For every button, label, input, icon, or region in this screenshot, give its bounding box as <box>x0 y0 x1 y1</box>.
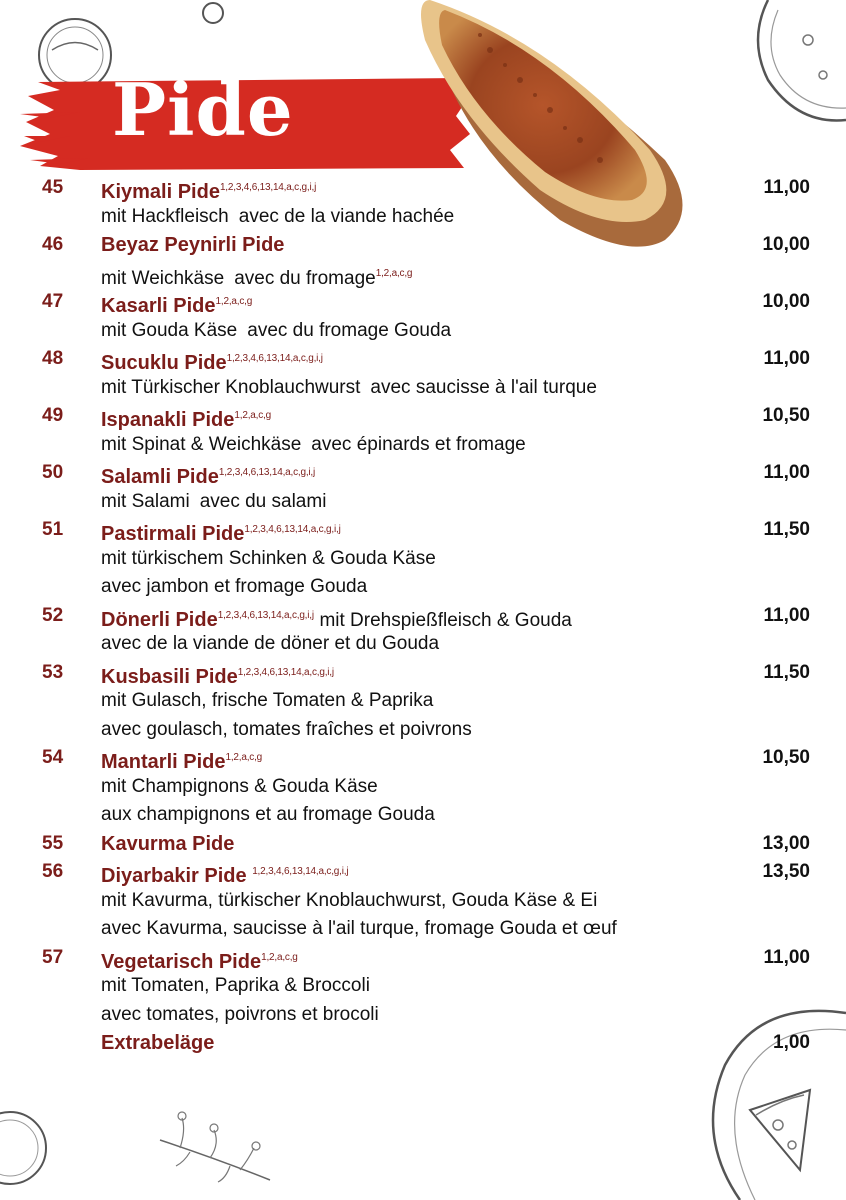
menu-item <box>0 602 846 659</box>
item-name: Salamli Pide$^{1,2,3,4,6,13,14,a,c,g,i,j}$ <box>101 466 316 488</box>
item-description-de: mit Kavurma, türkischer Knoblauchwurst, Gouda Käse & Ei <box>101 889 598 911</box>
item-price: 10,00 <box>762 234 810 255</box>
item-description-de: mit Gulasch, frische Tomaten & Paprika <box>101 690 434 711</box>
item-price: 10,50 <box>762 405 810 426</box>
item-description: mit Hackfleisch avec de la viande hachée <box>101 205 455 227</box>
item-name: Dönerli Pide$^{1,2,3,4,6,13,14,a,c,g,i,j}$ mit Drehspießfleisch & Gouda <box>101 608 572 631</box>
item-name: Diyarbakir Pide $^{1,2,3,4,6,13,14,a,c,g,i,j}$ <box>101 865 349 887</box>
allergen-codes: 1,2,3,4,6,13,14,a,c,g,i,j <box>219 182 317 193</box>
item-price: 11,50 <box>763 661 810 683</box>
item-name: Beyaz Peynirli Pide <box>101 234 285 256</box>
allergen-codes: 1,2,3,4,6,13,14,a,c,g,i,j <box>237 666 334 678</box>
item-description-fr: aux champignons et au fromage Gouda <box>101 804 435 825</box>
item-number: 52 <box>42 604 64 626</box>
allergen-codes: 1,2,a,c,g <box>375 267 413 279</box>
item-number: 45 <box>42 177 64 198</box>
menu-item <box>0 516 846 602</box>
item-description-fr: avec tomates, poivrons et brocoli <box>101 1003 379 1025</box>
allergen-codes: 1,2,a,c,g <box>215 296 253 307</box>
item-description: mit Salami avec du salami <box>101 490 327 512</box>
item-description: mit Spinat & Weichkäse avec épinards et fromage <box>101 433 526 455</box>
item-number: 54 <box>42 747 64 768</box>
item-name: Ispanakli Pide$^{1,2,a,c,g}$ <box>101 409 271 431</box>
allergen-codes: 1,2,3,4,6,13,14,a,c,g,i,j <box>217 609 314 621</box>
page-title: Pide <box>112 67 294 152</box>
item-name: Pastirmali Pide$^{1,2,3,4,6,13,14,a,c,g,i,j}$ <box>101 523 341 545</box>
item-price: 11,00 <box>763 177 810 198</box>
item-name: Vegetarisch Pide$^{1,2,a,c,g}$ <box>101 950 298 973</box>
item-description-de: mit türkischem Schinken & Gouda Käse <box>101 547 436 569</box>
item-number: 53 <box>42 661 64 683</box>
item-number: 49 <box>42 405 64 426</box>
item-number: 50 <box>42 462 64 483</box>
item-price: 11,00 <box>763 604 810 626</box>
item-description: mit Weichkäse avec du fromage$^{1,2,a,c,g}$ <box>101 267 413 289</box>
plate-sketch-bottom-left <box>0 1100 60 1200</box>
item-price: 11,00 <box>763 348 810 369</box>
item-description-fr: avec jambon et fromage Gouda <box>101 576 368 597</box>
item-number: 56 <box>42 861 64 882</box>
allergen-codes: 1,2,a,c,g <box>261 951 298 963</box>
allergen-codes: 1,2,a,c,g <box>225 752 263 763</box>
item-description-fr: avec de la viande de döner et du Gouda <box>101 633 440 654</box>
menu-item <box>0 174 846 231</box>
menu-item <box>0 659 846 745</box>
menu-item <box>0 231 846 288</box>
item-price: 11,50 <box>763 519 810 540</box>
menu-list <box>0 174 846 1058</box>
item-description-fr: avec goulasch, tomates fraîches et poivrons <box>101 718 472 740</box>
item-description-de: mit Drehspießfleisch & Gouda <box>319 609 572 631</box>
item-name: Kasarli Pide$^{1,2,a,c,g}$ <box>101 295 253 317</box>
item-price: 13,50 <box>762 861 810 882</box>
item-description-de: mit Champignons & Gouda Käse <box>101 775 378 797</box>
item-name: Sucuklu Pide$^{1,2,3,4,6,13,14,a,c,g,i,j}$ <box>101 352 323 374</box>
extra-toppings <box>0 1029 846 1058</box>
item-price: 13,00 <box>762 832 810 854</box>
item-number: 57 <box>42 946 64 968</box>
menu-item <box>0 944 846 1030</box>
menu-item <box>0 744 846 830</box>
item-description: mit Türkischer Knoblauchwurst avec saucisse à l'ail turque <box>101 376 597 398</box>
item-description-fr: avec Kavurma, saucisse à l'ail turque, fromage Gouda et œuf <box>101 918 617 939</box>
menu-item <box>0 345 846 402</box>
menu-item <box>0 402 846 459</box>
item-name: Mantarli Pide$^{1,2,a,c,g}$ <box>101 751 263 773</box>
menu-item <box>0 830 846 859</box>
menu-item <box>0 288 846 345</box>
item-number: 47 <box>42 291 64 312</box>
item-name: Kusbasili Pide$^{1,2,3,4,6,13,14,a,c,g,i,j}$ <box>101 665 334 688</box>
item-price: 11,00 <box>763 946 810 968</box>
menu-item <box>0 858 846 944</box>
menu-item <box>0 459 846 516</box>
item-price: 10,50 <box>762 747 810 768</box>
item-price: 10,00 <box>762 291 810 312</box>
allergen-codes: 1,2,3,4,6,13,14,a,c,g,i,j <box>252 866 349 877</box>
item-number: 48 <box>42 348 64 369</box>
item-name: Kiymali Pide$^{1,2,3,4,6,13,14,a,c,g,i,j}$ <box>101 181 317 203</box>
allergen-codes: 1,2,a,c,g <box>234 410 271 421</box>
item-price: 11,00 <box>763 462 810 483</box>
herb-sketch-bottom <box>150 1100 350 1200</box>
allergen-codes: 1,2,3,4,6,13,14,a,c,g,i,j <box>218 467 316 478</box>
allergen-codes: 1,2,3,4,6,13,14,a,c,g,i,j <box>244 524 341 535</box>
item-description: mit Gouda Käse avec du fromage Gouda <box>101 319 452 341</box>
page-header <box>0 0 846 180</box>
item-number: 46 <box>42 234 64 255</box>
extra-toppings-label: Extrabeläge <box>101 1032 215 1054</box>
item-number: 55 <box>42 832 64 854</box>
item-number: 51 <box>42 519 64 540</box>
item-name: Kavurma Pide <box>101 832 235 855</box>
extra-toppings-price: 1,00 <box>773 1032 810 1053</box>
allergen-codes: 1,2,3,4,6,13,14,a,c,g,i,j <box>226 353 323 364</box>
item-description-de: mit Tomaten, Paprika & Broccoli <box>101 975 370 996</box>
